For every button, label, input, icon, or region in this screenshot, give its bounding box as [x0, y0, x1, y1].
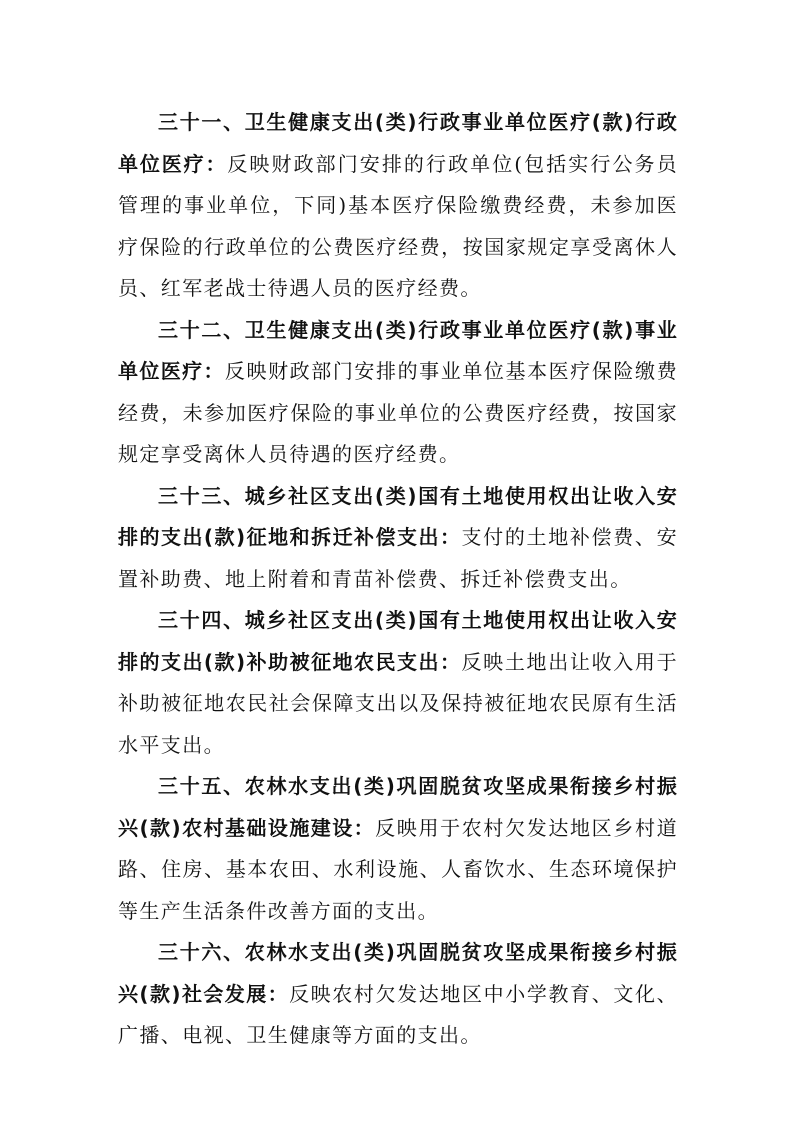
paragraph-31-body: 反映财政部门安排的行政单位(包括实行公务员管理的事业单位，下同)基本医疗保险缴费经费，未参加医疗保险的行政单位的公费医疗经费，按国家规定享受离休人员、红军老战士待遇人员的医疗经费。 [118, 151, 678, 300]
paragraph-31 [118, 102, 678, 310]
paragraph-33-body: 支付的土地补偿费、安置补助费、地上附着和青苗补偿费、拆迁补偿费支出。 [118, 525, 678, 591]
document-page [118, 102, 678, 1057]
paragraph-31-heading: 三十一、卫生健康支出(类)行政事业单位医疗(款)行政单位医疗： [118, 110, 678, 176]
paragraph-34-heading: 三十四、城乡社区支出(类)国有土地使用权出让收入安排的支出(款)补助被征地农民支出： [118, 608, 678, 674]
paragraph-36-body: 反映农村欠发达地区中小学教育、文化、广播、电视、卫生健康等方面的支出。 [118, 981, 678, 1047]
paragraph-32 [118, 310, 678, 476]
paragraph-34 [118, 600, 678, 766]
paragraph-33-heading: 三十三、城乡社区支出(类)国有土地使用权出让收入安排的支出(款)征地和拆迁补偿支出： [118, 483, 678, 549]
paragraph-32-body: 反映财政部门安排的事业单位基本医疗保险缴费经费，未参加医疗保险的事业单位的公费医疗经费，按国家规定享受离休人员待遇的医疗经费。 [118, 359, 678, 466]
paragraph-32-heading: 三十二、卫生健康支出(类)行政事业单位医疗(款)事业单位医疗： [118, 317, 678, 383]
paragraph-35 [118, 766, 678, 932]
paragraph-33 [118, 476, 678, 601]
paragraph-36 [118, 932, 678, 1057]
paragraph-35-heading: 三十五、农林水支出(类)巩固脱贫攻坚成果衔接乡村振兴(款)农村基础设施建设： [118, 774, 678, 840]
paragraph-34-body: 反映土地出让收入用于补助被征地农民社会保障支出以及保持被征地农民原有生活水平支出。 [118, 649, 678, 757]
paragraph-36-heading: 三十六、农林水支出(类)巩固脱贫攻坚成果衔接乡村振兴(款)社会发展： [118, 940, 678, 1006]
paragraph-35-body: 反映用于农村欠发达地区乡村道路、住房、基本农田、水利设施、人畜饮水、生态环境保护等生产生活条件改善方面的支出。 [118, 815, 678, 923]
